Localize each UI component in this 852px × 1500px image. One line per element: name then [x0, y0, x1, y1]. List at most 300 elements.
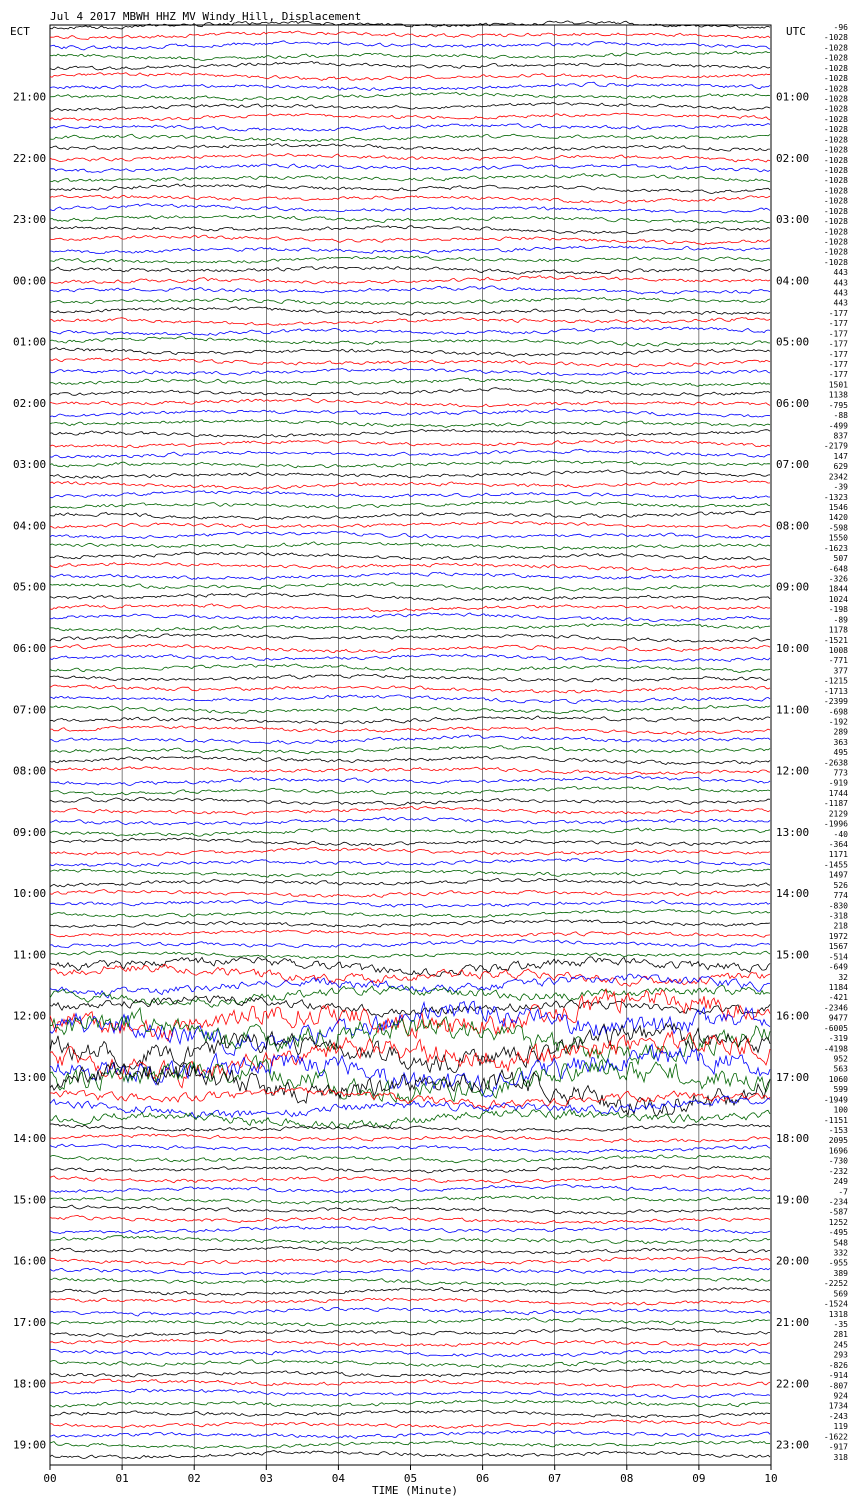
hour-label-right: 07:00	[776, 458, 810, 472]
trace-row	[50, 1339, 770, 1346]
trace-row	[50, 1216, 770, 1224]
trace-row	[50, 276, 770, 284]
trace-scale-value: -914	[828, 1371, 848, 1381]
hour-label-left: 06:00	[13, 641, 47, 655]
trace-scale-value: 1546	[828, 503, 848, 512]
trace-row	[50, 1278, 770, 1285]
trace-scale-value: -2252	[823, 1279, 848, 1289]
trace-scale-value: 507	[833, 554, 848, 564]
trace-scale-value: -1028	[823, 114, 848, 124]
hour-label-right: 15:00	[776, 948, 810, 962]
trace-scale-value: -364	[828, 840, 848, 850]
hour-label-right: 17:00	[776, 1070, 810, 1084]
trace-row	[50, 73, 770, 81]
trace-scale-value: -1187	[823, 799, 848, 809]
hour-label-left: 14:00	[13, 1132, 47, 1146]
trace-row	[50, 31, 770, 40]
trace-scale-value: -1028	[823, 135, 848, 145]
trace-row	[50, 817, 770, 825]
trace-scale-value: -2399	[823, 697, 848, 707]
trace-scale-value: -1524	[823, 1299, 848, 1309]
trace-row	[50, 154, 770, 162]
x-tick-label-09: 09	[692, 1472, 706, 1485]
trace-row	[50, 256, 770, 263]
trace-scale-value: -1028	[823, 227, 848, 237]
trace-scale-value: -96	[833, 23, 848, 32]
trace-scale-value: 1024	[828, 594, 848, 604]
left-timezone-label: ECT	[10, 25, 30, 38]
trace-row	[50, 378, 770, 386]
hour-label-left: 01:00	[13, 335, 47, 349]
trace-row	[50, 848, 770, 856]
trace-scale-value: -4198	[823, 1044, 848, 1054]
trace-row	[50, 634, 770, 642]
trace-row	[50, 767, 770, 775]
trace-row	[50, 989, 770, 1041]
trace-scale-value: 332	[833, 1248, 848, 1258]
hour-label-right: 04:00	[776, 274, 810, 288]
trace-row	[50, 951, 770, 959]
trace-scale-value: -1623	[823, 543, 848, 553]
trace-row	[50, 1196, 770, 1204]
trace-scale-value: 2129	[828, 809, 848, 819]
hour-label-right: 03:00	[776, 213, 810, 227]
trace-row	[50, 1379, 770, 1387]
hour-label-right: 13:00	[776, 825, 810, 839]
x-tick-label-02: 02	[187, 1472, 201, 1485]
trace-row	[50, 113, 770, 121]
trace-scale-value: -1028	[823, 63, 848, 73]
left-hour-labels	[13, 90, 46, 1451]
trace-scale-value: -234	[828, 1197, 848, 1207]
hour-label-right: 23:00	[776, 1438, 810, 1452]
trace-row	[50, 930, 770, 937]
trace-scale-value: 289	[833, 727, 848, 737]
trace-row	[50, 654, 770, 662]
trace-row	[50, 623, 770, 631]
trace-scale-value: -198	[828, 605, 848, 615]
trace-scale-value: -1028	[823, 217, 848, 227]
trace-row	[50, 674, 770, 681]
trace-scale-value: -40	[833, 829, 848, 839]
trace-scale-value: 32	[838, 972, 848, 982]
trace-scale-value: -1028	[823, 186, 848, 196]
trace-scale-value: 1252	[828, 1217, 848, 1227]
minute-gridlines	[122, 25, 699, 1465]
trace-row	[50, 1298, 770, 1305]
trace-row	[50, 348, 770, 357]
trace-row	[50, 786, 770, 795]
trace-scale-value: -326	[828, 574, 848, 584]
trace-row	[50, 664, 770, 673]
hour-label-left: 13:00	[13, 1070, 47, 1084]
trace-row	[50, 215, 770, 223]
trace-row	[50, 92, 770, 101]
trace-row	[50, 1226, 770, 1233]
trace-row	[50, 61, 770, 70]
trace-row	[50, 964, 770, 986]
trace-scale-value: -2638	[823, 758, 848, 768]
hour-label-right: 19:00	[776, 1193, 810, 1207]
hour-label-left: 22:00	[13, 151, 47, 165]
trace-row	[50, 246, 770, 254]
trace-scale-value: -192	[828, 717, 848, 727]
trace-scale-value: -177	[828, 329, 848, 339]
hour-label-left: 05:00	[13, 580, 47, 594]
hour-label-right: 12:00	[776, 764, 810, 778]
trace-row	[50, 51, 770, 60]
trace-row	[50, 41, 770, 50]
trace-scale-value: 837	[833, 431, 848, 441]
trace-row	[50, 327, 770, 335]
trace-scale-value: 377	[833, 666, 848, 676]
trace-row	[50, 1267, 770, 1274]
trace-scale-value: -177	[828, 370, 848, 380]
trace-scale-value: -319	[828, 1034, 848, 1044]
hour-label-left: 04:00	[13, 519, 47, 533]
hour-label-left: 21:00	[13, 90, 47, 104]
x-tick-label-01: 01	[115, 1472, 129, 1485]
trace-scale-value: -1996	[823, 819, 848, 829]
x-tick-label-03: 03	[259, 1472, 273, 1485]
hour-label-left: 08:00	[13, 764, 47, 778]
hour-label-left: 23:00	[13, 213, 47, 227]
trace-scale-value: 9477	[828, 1013, 848, 1023]
trace-row	[50, 563, 770, 571]
trace-scale-value: -1323	[823, 492, 848, 502]
trace-scale-value: -1455	[823, 860, 848, 870]
trace-row	[50, 900, 770, 907]
hour-label-left: 17:00	[13, 1316, 47, 1330]
trace-scale-value: -1028	[823, 43, 848, 53]
trace-row	[50, 858, 770, 866]
trace-scale-value: 599	[833, 1085, 848, 1095]
trace-scale-value: 563	[833, 1064, 848, 1074]
hour-label-right: 08:00	[776, 519, 810, 533]
trace-scale-value: -1028	[823, 104, 848, 114]
trace-row	[50, 368, 770, 375]
trace-scale-value: -1028	[823, 145, 848, 155]
trace-scale-value: -830	[828, 901, 848, 911]
trace-row	[50, 1307, 770, 1316]
chart-title: Jul 4 2017 MBWH HHZ MV Windy Hill, Displacement	[50, 10, 362, 23]
trace-scale-value: -826	[828, 1360, 848, 1370]
trace-row	[50, 420, 770, 428]
trace-row	[50, 1369, 770, 1377]
trace-row	[50, 1318, 770, 1326]
trace-row	[50, 685, 770, 693]
hour-label-left: 03:00	[13, 458, 47, 472]
trace-scale-value: 100	[833, 1105, 848, 1115]
x-axis	[43, 1465, 777, 1485]
trace-scale-value: -177	[828, 360, 848, 370]
trace-row	[50, 430, 770, 438]
trace-scale-value: -39	[833, 482, 848, 492]
trace-row	[50, 1175, 770, 1183]
trace-row	[50, 974, 770, 998]
trace-scale-value: -243	[828, 1411, 848, 1421]
x-tick-label-05: 05	[403, 1472, 418, 1485]
trace-row	[50, 806, 770, 815]
trace-row	[50, 522, 770, 529]
hour-label-right: 11:00	[776, 703, 810, 717]
trace-row	[50, 1441, 770, 1449]
trace-row	[50, 449, 770, 458]
trace-scale-value: 526	[833, 880, 848, 890]
trace-scale-value: -1028	[823, 155, 848, 165]
trace-scale-value: 318	[833, 1452, 848, 1462]
trace-scale-value: 1567	[828, 942, 848, 952]
trace-scale-value: -1028	[823, 53, 848, 63]
hour-label-left: 00:00	[13, 274, 47, 288]
trace-scale-value: -587	[828, 1207, 848, 1217]
trace-row	[50, 298, 770, 305]
trace-row	[50, 164, 770, 172]
trace-row	[50, 409, 770, 417]
trace-scale-value: 495	[833, 748, 848, 758]
trace-scale-value: -1028	[823, 165, 848, 175]
trace-scale-value: -495	[828, 1228, 848, 1238]
hour-label-left: 09:00	[13, 825, 47, 839]
trace-scale-value: -1028	[823, 94, 848, 104]
trace-row	[50, 1008, 770, 1064]
trace-row	[50, 716, 770, 724]
trace-row	[50, 235, 770, 245]
trace-row	[50, 103, 770, 112]
trace-row	[50, 1247, 770, 1254]
trace-scale-value: -1028	[823, 176, 848, 186]
x-tick-label-10: 10	[764, 1472, 778, 1485]
trace-row	[50, 491, 770, 499]
trace-row	[50, 1165, 770, 1173]
trace-scale-value: -6005	[823, 1023, 848, 1033]
trace-scale-value: -919	[828, 778, 848, 788]
trace-row	[50, 878, 770, 886]
trace-scale-value: -955	[828, 1258, 848, 1268]
trace-row	[50, 705, 770, 713]
trace-scale-value: 443	[833, 288, 848, 298]
trace-scale-value: 363	[833, 737, 848, 747]
trace-row	[50, 909, 770, 917]
trace-scale-value: 218	[833, 921, 848, 931]
trace-row	[50, 1134, 770, 1142]
trace-scale-value: -35	[833, 1320, 848, 1330]
hour-label-right: 20:00	[776, 1254, 810, 1268]
trace-scale-value: -649	[828, 962, 848, 972]
trace-row	[50, 307, 770, 315]
trace-row	[50, 337, 770, 347]
trace-scale-value: -648	[828, 564, 848, 574]
trace-scale-value: 1550	[828, 533, 848, 543]
trace-row	[50, 613, 770, 622]
trace-row	[50, 1205, 770, 1214]
x-tick-label-06: 06	[475, 1472, 490, 1485]
trace-row	[50, 500, 770, 508]
trace-scale-value: 1008	[828, 645, 848, 655]
trace-scale-value: 245	[833, 1340, 848, 1350]
trace-scale-value: 1501	[828, 380, 848, 390]
trace-row	[50, 890, 770, 898]
trace-row	[50, 776, 770, 786]
trace-row	[50, 583, 770, 591]
trace-scale-value: -177	[828, 339, 848, 349]
trace-scale-value: -177	[828, 349, 848, 359]
trace-scale-value: 249	[833, 1177, 848, 1187]
trace-scale-value: 1844	[828, 584, 848, 594]
trace-row	[50, 144, 770, 152]
trace-scale-value: 1060	[828, 1074, 848, 1084]
hour-label-left: 19:00	[13, 1438, 47, 1452]
trace-scale-value: 1178	[828, 625, 848, 635]
hour-label-left: 18:00	[13, 1377, 47, 1391]
hour-label-left: 15:00	[13, 1193, 47, 1207]
trace-row	[50, 388, 770, 396]
trace-row	[50, 440, 770, 448]
trace-row	[50, 531, 770, 538]
trace-scale-value: -514	[828, 952, 848, 962]
trace-scale-value: -1028	[823, 237, 848, 247]
seismic-traces	[50, 21, 770, 1459]
trace-scale-value: -88	[833, 411, 848, 421]
trace-row	[50, 726, 770, 734]
trace-scale-value: -2179	[823, 441, 848, 451]
trace-scale-value: 1744	[828, 788, 848, 798]
hour-label-left: 02:00	[13, 396, 47, 410]
trace-row	[50, 735, 770, 744]
hour-label-left: 12:00	[13, 1009, 47, 1023]
trace-row	[50, 828, 770, 836]
hour-label-left: 10:00	[13, 887, 47, 901]
trace-row	[50, 134, 770, 141]
hour-label-right: 05:00	[776, 335, 810, 349]
trace-scale-value: 1497	[828, 870, 848, 880]
right-timezone-label: UTC	[786, 25, 806, 38]
hour-label-right: 02:00	[776, 151, 810, 165]
hour-label-right: 18:00	[776, 1132, 810, 1146]
right-hour-labels	[776, 90, 809, 1451]
trace-row	[50, 1288, 770, 1296]
hour-label-left: 07:00	[13, 703, 47, 717]
trace-scale-value: -7	[838, 1187, 848, 1197]
trace-scale-value: -232	[828, 1166, 848, 1176]
trace-scale-value: 1734	[828, 1401, 848, 1411]
trace-row	[50, 756, 770, 764]
trace-row	[50, 838, 770, 846]
trace-row	[50, 511, 770, 520]
trace-row	[50, 1096, 770, 1119]
trace-row	[50, 1451, 770, 1459]
trace-row	[50, 1236, 770, 1244]
trace-scale-value: -177	[828, 319, 848, 329]
trace-row	[50, 1400, 770, 1407]
trace-scale-value: 1138	[828, 390, 848, 400]
trace-row	[50, 1184, 770, 1192]
trace-scale-value: -1215	[823, 676, 848, 686]
trace-row	[50, 195, 770, 203]
trace-row	[50, 1410, 770, 1418]
trace-row	[50, 644, 770, 653]
trace-scale-value: -698	[828, 707, 848, 717]
trace-row	[50, 1328, 770, 1337]
trace-scale-value: -771	[828, 656, 848, 666]
trace-row	[50, 480, 770, 489]
trace-row	[50, 552, 770, 560]
trace-row	[50, 869, 770, 877]
trace-row	[50, 1144, 770, 1153]
trace-scale-value: 443	[833, 278, 848, 288]
trace-row	[50, 1257, 770, 1265]
trace-scale-value: -89	[833, 615, 848, 625]
trace-scale-value: 2342	[828, 472, 848, 482]
hour-label-right: 01:00	[776, 90, 810, 104]
trace-row	[50, 318, 770, 326]
trace-scale-value: -1151	[823, 1115, 848, 1125]
trace-scale-value: 1171	[828, 850, 848, 860]
trace-scale-value: 548	[833, 1238, 848, 1248]
trace-scale-value: -1028	[823, 33, 848, 43]
trace-row	[50, 267, 770, 275]
trace-scale-value: 952	[833, 1054, 848, 1064]
trace-scale-value: 443	[833, 268, 848, 278]
trace-scale-value: 389	[833, 1268, 848, 1278]
x-tick-label-04: 04	[331, 1472, 346, 1485]
trace-scale-value: 2095	[828, 1136, 848, 1146]
trace-row	[50, 1063, 770, 1116]
trace-row	[50, 470, 770, 479]
trace-row	[50, 82, 770, 90]
trace-scale-value: -1713	[823, 686, 848, 696]
trace-row	[50, 1024, 770, 1073]
trace-scale-values	[824, 23, 848, 1462]
trace-row	[50, 572, 770, 580]
trace-scale-value: 1184	[828, 983, 848, 992]
trace-scale-value: 293	[833, 1350, 848, 1360]
trace-row	[50, 746, 770, 754]
trace-scale-value: -177	[828, 308, 848, 318]
trace-scale-value: 924	[833, 1391, 848, 1401]
trace-row	[50, 940, 770, 948]
trace-row	[50, 204, 770, 213]
hour-label-left: 16:00	[13, 1254, 47, 1268]
trace-scale-value: 1420	[828, 513, 848, 523]
trace-scale-value: 119	[833, 1422, 848, 1432]
trace-scale-value: -1622	[823, 1432, 848, 1442]
trace-row	[50, 184, 770, 193]
trace-row	[50, 1124, 770, 1132]
trace-row	[50, 226, 770, 234]
trace-row	[50, 460, 770, 468]
trace-scale-value: 774	[833, 891, 848, 901]
trace-scale-value: -730	[828, 1156, 848, 1166]
hour-label-right: 14:00	[776, 887, 810, 901]
trace-scale-value: -598	[828, 523, 848, 533]
hour-label-left: 11:00	[13, 948, 47, 962]
trace-scale-value: -421	[828, 993, 848, 1003]
trace-row	[50, 604, 770, 612]
trace-scale-value: -1521	[823, 635, 848, 645]
trace-scale-value: -1028	[823, 257, 848, 267]
trace-row	[50, 996, 770, 1017]
trace-row	[50, 920, 770, 928]
trace-row	[50, 399, 770, 407]
trace-scale-value: 1696	[828, 1146, 848, 1156]
trace-scale-value: 147	[833, 451, 848, 461]
trace-row	[50, 797, 770, 805]
hour-label-right: 16:00	[776, 1009, 810, 1023]
x-tick-label-00: 00	[43, 1472, 57, 1485]
hour-label-right: 06:00	[776, 396, 810, 410]
trace-scale-value: 773	[833, 768, 848, 778]
